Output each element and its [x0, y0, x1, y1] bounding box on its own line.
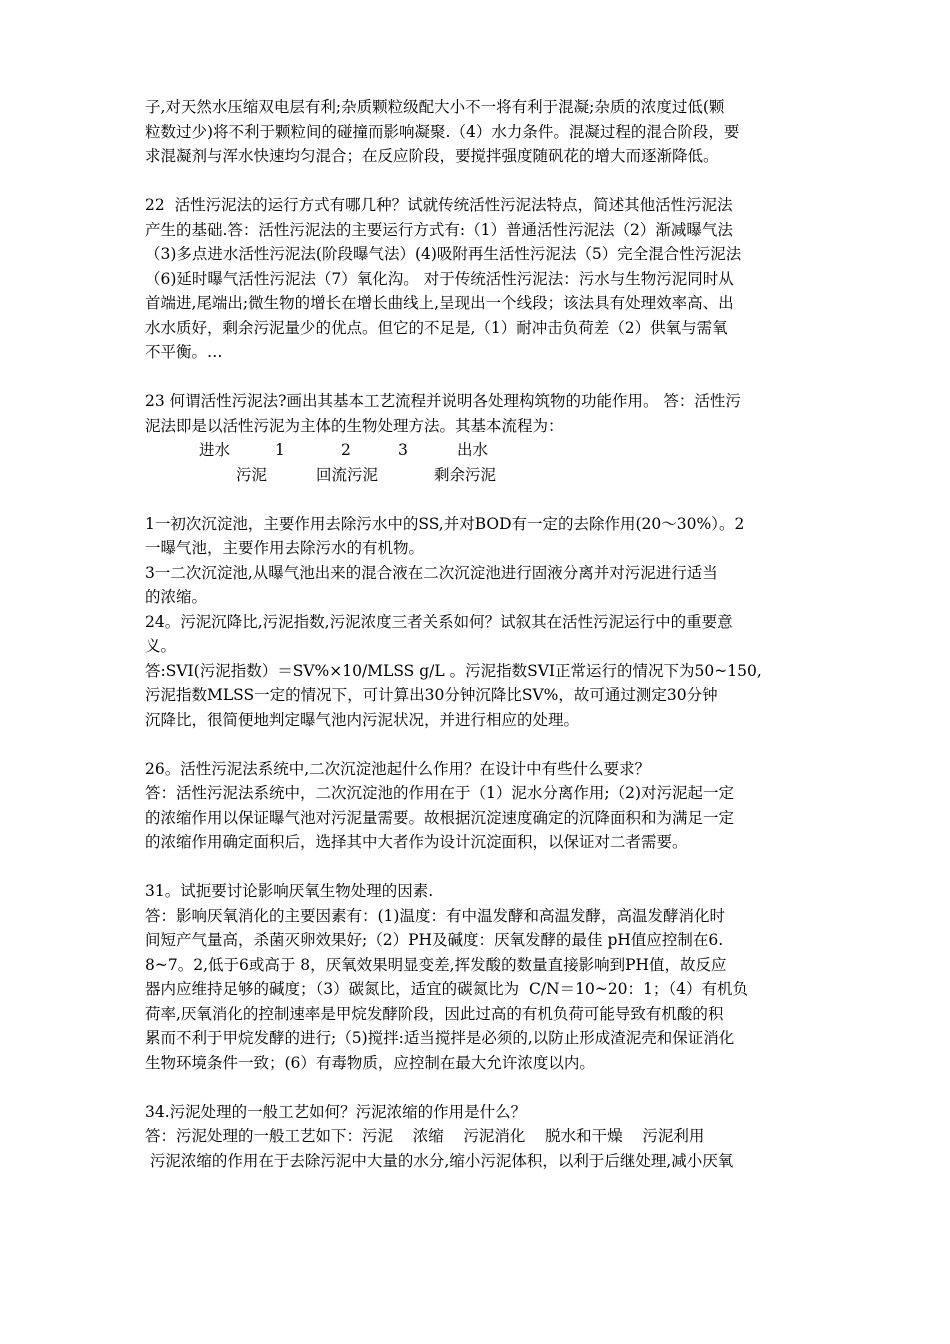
- text-line: 生物环境条件一致；(6）有毒物质，应控制在最大允许浓度以内。: [145, 1053, 595, 1072]
- text-line: 22 活性污泥法的运行方式有哪几种？试就传统活性污泥法特点，简述其他活性污泥法: [145, 196, 733, 214]
- process-flow-labels: [145, 438, 815, 487]
- paragraph-q23-q24: [145, 512, 815, 733]
- text-line: 沉降比，很简便地判定曝气池内污泥状况，并进行相应的处理。: [145, 710, 580, 729]
- text-line: 答：污泥处理的一般工艺如下：污泥 浓缩 污泥消化 脱水和干燥 污泥利用: [145, 1127, 705, 1145]
- document-body: [145, 95, 815, 1173]
- text-line: 水水质好，剩余污泥量少的优点。但它的不足是,（1）耐冲击负荷差（2）供氧与需氧: [145, 318, 728, 337]
- text-line: 26。活性污泥法系统中,二次沉淀池起什么作用？在设计中有些什么要求？: [145, 759, 651, 778]
- text-line: 23 何谓活性污泥法?画出其基本工艺流程并说明各处理构筑物的功能作用。 答：活性污: [145, 392, 741, 410]
- text-line: 8~7。2,低于6或高于 8，厌氧效果明显变差,挥发酸的数量直接影响到PH值，故反应: [145, 955, 727, 974]
- flow-label-inlet: 进水: [199, 441, 231, 459]
- paragraph-q22: [145, 193, 815, 365]
- text-line: 31。试扼要讨论影响厌氧生物处理的因素.: [145, 882, 434, 900]
- flow-label-sludge: 污泥: [236, 465, 268, 484]
- text-line: 间短产气量高，杀菌灭卵效果好;（2）PH及碱度：厌氧发酵的最佳 pH值应控制在6.: [145, 931, 724, 949]
- flow-label-step-1: 1: [275, 441, 285, 459]
- text-line: 荷率,厌氧消化的控制速率是甲烷发酵阶段，因此过高的有机负荷可能导致有机酸的积: [145, 1004, 724, 1023]
- text-line: 24。污泥沉降比,污泥指数,污泥浓度三者关系如何？试叙其在活性污泥运行中的重要意: [145, 612, 733, 631]
- text-line: 累而不利于甲烷发酵的进行;（5)搅拌:适当搅拌是必须的,以防止形成渣泥壳和保证消化: [145, 1029, 735, 1047]
- text-line: 产生的基础.答：活性污泥法的主要运行方式有:（1）普通活性污泥法（2）渐减曝气法: [145, 220, 733, 239]
- text-line: 不平衡。…: [145, 343, 223, 361]
- paragraph-coagulation-factors: [145, 95, 815, 169]
- text-line: 的浓缩。: [145, 588, 208, 606]
- text-line: 子,对天然水压缩双电层有利;杂质颗粒级配大小不一将有利于混凝;杂质的浓度过低(颗: [145, 98, 725, 116]
- text-line: 义。: [145, 637, 177, 655]
- text-line: 3一二次沉淀池,从曝气池出来的混合液在二次沉淀池进行固液分离并对污泥进行适当: [145, 563, 718, 582]
- flow-label-excess-sludge: 剩余污泥: [434, 465, 497, 484]
- text-line: 粒数过少)将不利于颗粒间的碰撞而影响凝聚.（4）水力条件。混凝过程的混合阶段，要: [145, 122, 740, 141]
- text-line: 求混凝剂与浑水快速均匀混合；在反应阶段，要搅拌强度随矾花的增大而逐渐降低。: [145, 147, 719, 165]
- text-line: 34.污泥处理的一般工艺如何？污泥浓缩的作用是什么？: [145, 1102, 527, 1121]
- flow-label-step-3: 3: [398, 441, 408, 459]
- text-line: （6)延时曝气活性污泥法（7）氧化沟。 对于传统活性污泥法：污水与生物污泥同时从: [145, 269, 734, 288]
- text-line: 的浓缩作用确定面积后，选择其中大者作为设计沉淀面积，以保证对二者需要。: [145, 833, 688, 851]
- text-line: 答：活性污泥法系统中，二次沉淀池的作用在于（1）泥水分离作用;（2)对污泥起一定: [145, 784, 734, 802]
- flow-label-outlet: 出水: [457, 441, 489, 459]
- text-line: （3)多点进水活性污泥法(阶段曝气法）(4)吸附再生活性污泥法（5）完全混合性污泥法: [145, 245, 742, 263]
- text-line: 答:SVI(污泥指数）＝SV%×10/MLSS g/L 。污泥指数SVI正常运行的情况下为50~150,: [145, 661, 762, 680]
- paragraph-q26: [145, 757, 815, 855]
- text-line: 答：影响厌氧消化的主要因素有：(1)温度：有中温发酵和高温发酵，高温发酵消化时: [145, 906, 725, 925]
- paragraph-q31: [145, 879, 815, 1075]
- flow-label-return-sludge: 回流污泥: [316, 465, 379, 484]
- text-line: 1一初次沉淀池，主要作用去除污水中的SS,并对BOD有一定的去除作用(20～30%）。2: [145, 514, 745, 533]
- text-line: 器内应维持足够的碱度；（3）碳氮比，适宜的碳氮比为 C/N＝10~20：1；（4）有机负: [145, 980, 749, 998]
- text-line: 一曝气池，主要作用去除污水的有机物。: [145, 539, 425, 557]
- text-line: 污泥指数MLSS一定的情况下，可计算出30分钟沉降比SV%，故可通过测定30分钟: [145, 686, 718, 704]
- flow-label-step-2: 2: [341, 441, 351, 459]
- paragraph-q23: [145, 389, 815, 438]
- text-line: 的浓缩作用以保证曝气池对污泥量需要。故根据沉淀速度确定的沉降面积和为满足一定: [145, 808, 735, 827]
- text-line: 污泥浓缩的作用在于去除污泥中大量的水分,缩小污泥体积，以利于后继处理,减小厌氧: [145, 1151, 734, 1170]
- text-line: 首端进,尾端出;微生物的增长在增长曲线上,呈现出一个线段；该法具有处理效率高、出: [145, 294, 734, 312]
- text-line: 泥法即是以活性污泥为主体的生物处理方法。其基本流程为：: [145, 416, 564, 435]
- paragraph-q34: [145, 1100, 815, 1174]
